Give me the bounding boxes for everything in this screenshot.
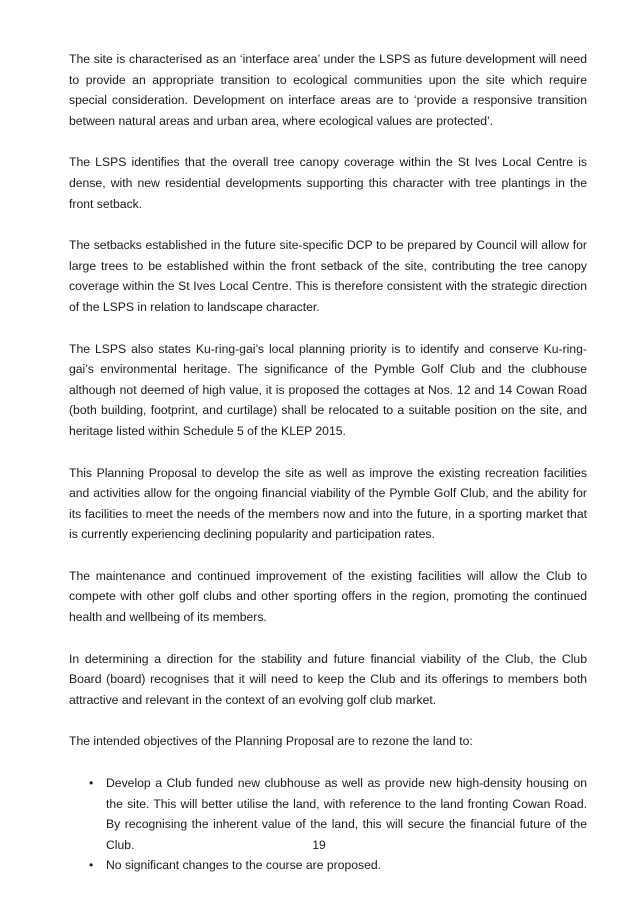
paragraph-financial-viability: This Planning Proposal to develop the site as well as improve the existing recreation facilities and activities allow for the ongoing financial viability of the Pymble Golf Club, and the ability for its facilities to meet the needs of the members now and into the future, in a sporting market that is currently experiencing declining popularity and participation rates. [69,465,587,542]
page-number: 19 [312,838,326,852]
paragraph-setbacks: The setbacks established in the future site-specific DCP to be prepared by Council will allow for large trees to be established within the front setback of the site, contributing the tree canopy coverage within the St Ives Local Centre. This is therefore consistent with the strategic direction of the LSPS in relation to landscape character. [69,238,587,314]
list-item-text: No significant changes to the course are proposed. [106,858,382,873]
paragraph-heritage: The LSPS also states Ku-ring-gai’s local planning priority is to identify and conserve Ku-ring-gai’s environmental heritage. The significance of the Pymble Golf Club and the clubhouse although not deemed of high value, it is proposed the cottages at Nos. 12 and 14 Cowan Road (both building, footprint, and curtilage) shall be relocated to a suitable position on the site, and heritage listed within Schedule 5 of the KLEP 2015. [69,341,587,438]
list-item [69,855,587,876]
paragraph-club-board: In determining a direction for the stability and future financial viability of the Club, the Club Board (board) recognises that it will need to keep the Club and its offerings to members both attractive and relevant in the context of an evolving golf club market. [69,651,587,707]
paragraph-tree-canopy: The LSPS identifies that the overall tree canopy coverage within the St Ives Local Centre is dense, with new residential developments supporting this character with tree plantings in the front setback. [69,155,587,211]
list-item-text: Develop a Club funded new clubhouse as well as provide new high-density housing on the site. This will better utilise the land, with reference to the land fronting Cowan Road. By recognising the inherent value of the land, this will secure the financial future of the Club. [106,776,587,852]
objectives-list [69,773,587,876]
bullet-icon: • [89,776,94,791]
paragraph-facilities: The maintenance and continued improvement of the existing facilities will allow the Club to compete with other golf clubs and other sporting offers in the region, promoting the continued health and wellbeing of its members. [69,568,587,625]
page-body [69,49,587,876]
paragraph-interface-area: The site is characterised as an ‘interface area’ under the LSPS as future development will need to provide an appropriate transition to ecological communities upon the site which require special consideration. Development on interface areas are to ‘provide a responsive transition between natural areas and urban area, where ecological values are protected’. [69,52,587,128]
paragraph-objectives-intro: The intended objectives of the Planning Proposal are to rezone the land to: [69,734,473,749]
bullet-icon: • [89,858,94,873]
